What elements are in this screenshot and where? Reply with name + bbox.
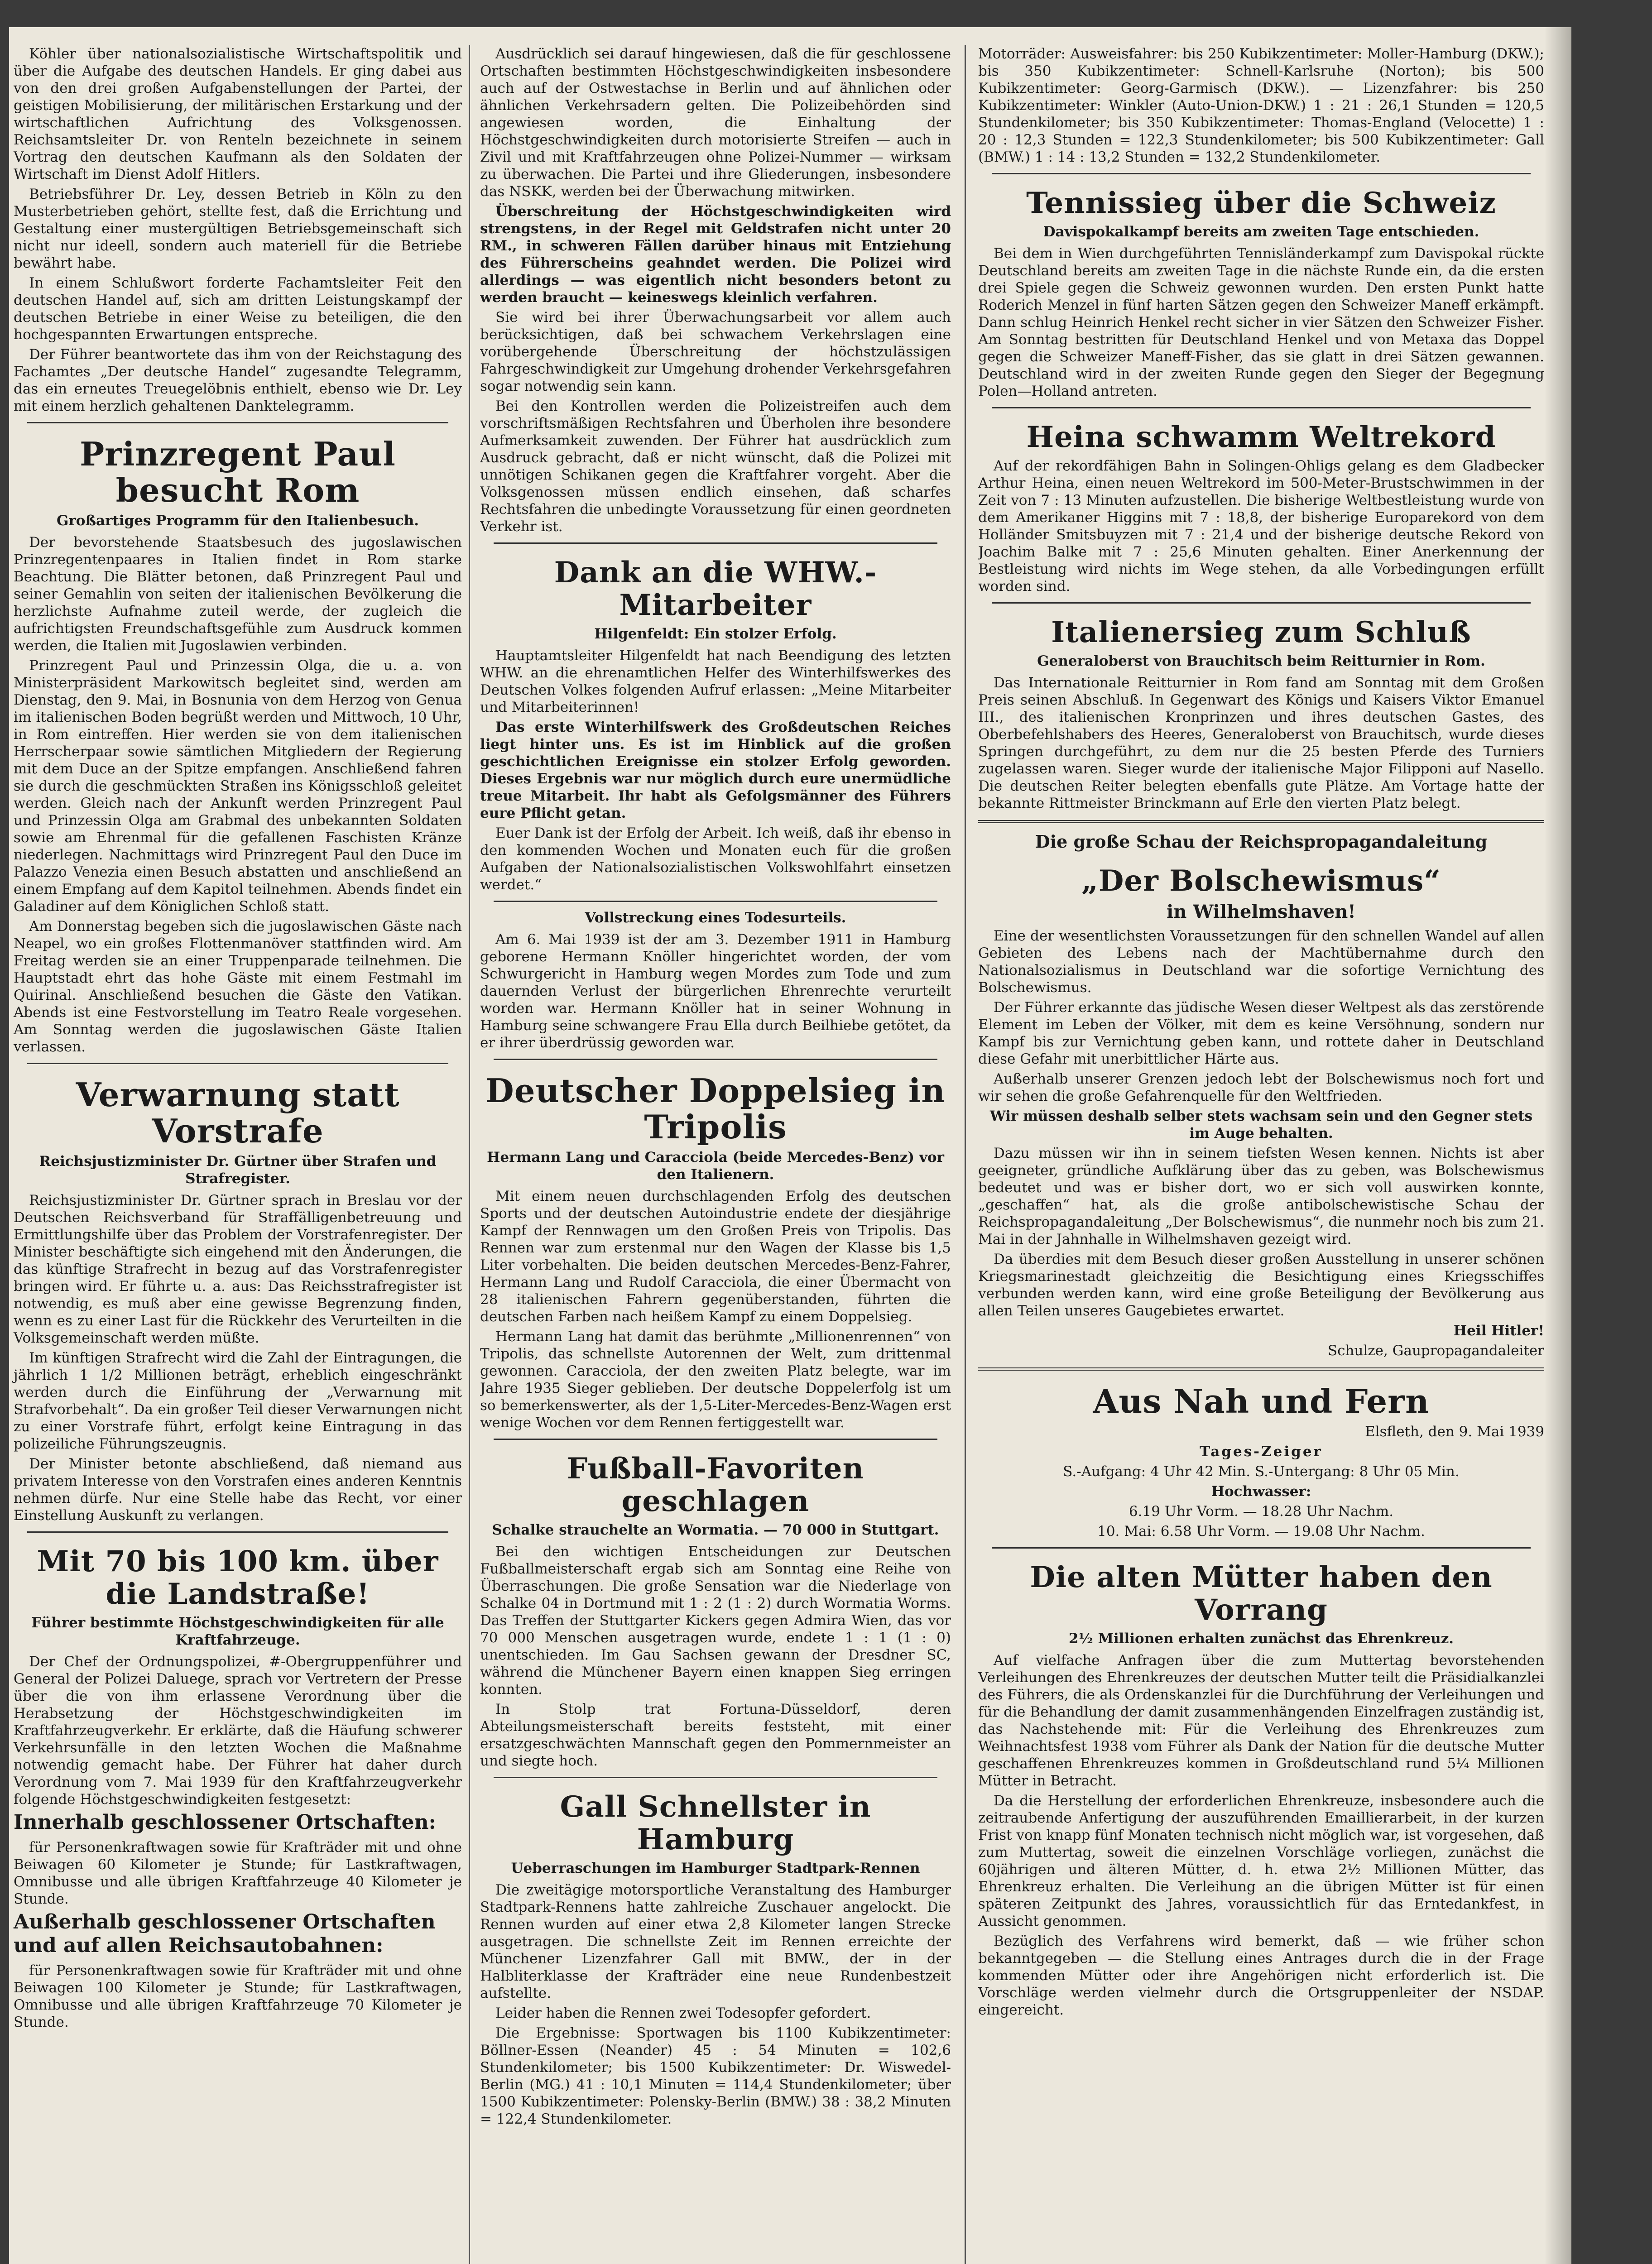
paragraph: In Stolp trat Fortuna-Düsseldorf, deren Abteilungsmeisterschaft bereits feststeht, mit einer ersatzgeschwächten Mannschaft gegen den Pommernmeister an und siegte hoch. — [480, 1701, 951, 1769]
paragraph: Der Minister betonte abschließend, daß niemand aus privatem Interesse von den Vorstrafen eines anderen Kenntnis nehmen dürfe. Nur eine Stelle habe das Recht, vor einer Einstellung Auskunft zu verlangen. — [14, 1456, 462, 1524]
subheadline: 2½ Millionen erhalten zunächst das Ehrenkreuz. — [1068, 1631, 1454, 1647]
headline: Prinzregent Paul besucht Rom — [80, 435, 396, 509]
paragraph: Überschreitung der Höchstgeschwindigkeiten wird strengstens, in der Regel mit Geldstrafen nicht unter 20 RM., in schweren Fällen darüber hinaus mit Entziehung des Führerscheins geahndet werden. Die Polizei wird allerdings — was eigentlich nicht besonders betont zu werden braucht — keineswegs kleinlich verfahren. — [480, 203, 951, 306]
article-bolschewismus — [978, 831, 1544, 1359]
headline: Fußball-Favoriten geschlagen — [567, 1452, 864, 1518]
headline: „Der Bolschewismus“ — [1081, 864, 1441, 898]
signature: Schulze, Gaupropagandaleiter — [1327, 1343, 1544, 1359]
divider — [494, 1777, 937, 1778]
headline: Tennissieg über die Schweiz — [1026, 186, 1496, 220]
column-3 — [978, 45, 1544, 2264]
paragraph: Bei den wichtigen Entscheidungen zur Deutschen Fußballmeisterschaft ergab sich am Sonntag eine Reihe von Überraschungen. Die große Sensation war die Niederlage von Schalke 04 in Dortmund mit 1 : 2 (1 : 2) durch Wormatia Worms. Das Treffen der Stuttgarter Kickers gegen Admira Wien, das vor 70 000 Menschen ausgetragen wurde, endete 1 : 1 (1 : 0) unentschieden. Im Gau Sachsen gewann der Dresdner SC, während die Münchener Bayern einen knappen Sieg erringen konnten. — [480, 1544, 951, 1698]
paragraph: Der bevorstehende Staatsbesuch des jugoslawischen Prinzregentenpaares in Italien findet in Rom starke Beachtung. Die Blätter betonen, daß Prinzregent Paul und seiner Gemahlin von seiten der italienischen Bevölkerung die herzlichste Aufnahme zuteil werde, der zugleich die aufrichtigsten Freundschaftsgefühle zum Ausdruck kommen werden, die Italien mit Jugoslawien verbinden. — [14, 534, 462, 654]
article-tripolis — [480, 1073, 951, 1431]
paragraph: Die zweitägige motorsportliche Veranstaltung des Hamburger Stadtpark-Rennens hatte zahlreiche Zuschauer angelockt. Die Rennen wurden auf einer etwa 2,8 Kilometer langen Strecke ausgetragen. Die schnellste Zeit im Rennen erreichte der Münchener Lizenzfahrer Gall mit BMW., der in der Halbliterklasse der Krafträder eine neue Rundenbestzeit aufstellte. — [480, 1882, 951, 2001]
headline: Verwarnung statt Vorstrafe — [76, 1075, 400, 1150]
column-rule — [965, 45, 966, 2264]
article-tennis — [978, 187, 1544, 400]
col3-intro — [978, 45, 1544, 166]
article-prinzregent — [14, 436, 462, 1055]
dateline: Elsfleth, den 9. Mai 1939 — [1365, 1424, 1544, 1440]
divider — [27, 422, 448, 423]
paragraph: Da die Herstellung der erforderlichen Ehrenkreuze, insbesondere auch die zeitraubende Anfertigung der auszuführenden Emaillierarbeit, in der kurzen Frist von knapp fünf Monaten technisch nicht möglich war, ist vorgesehen, daß zum Muttertag, soweit die einzelnen Vorschläge vorliegen, zunächst die 60jährigen und älteren Mütter, d. h. etwa 2½ Millionen Mütter, das Ehrenkreuz erhalten. Die Verleihung an die übrigen Mütter ist für einen späteren Zeitpunkt des Jahres, voraussichtlich für das Erntedankfest, in Aussicht genommen. — [978, 1793, 1544, 1929]
divider — [494, 901, 937, 902]
headline: Italienersieg zum Schluß — [1051, 615, 1471, 649]
paragraph: Im künftigen Strafrecht wird die Zahl der Eintragungen, die jährlich 1 1/2 Millionen beträgt, erheblich eingeschränkt werden durch die Einführung der „Verwarnung mit Strafvorbehalt“. Da ein großer Teil dieser Verwarnungen nicht zu einer Vorstrafe führt, erfolgt keine Eintragung in das polizeiliche Führungszeugnis. — [14, 1350, 462, 1452]
subheadline: Großartiges Programm für den Italienbesuch. — [56, 513, 419, 529]
paragraph: Köhler über nationalsozialistische Wirtschaftspolitik und über die Aufgabe des deutschen Handels. Er ging dabei aus von den drei großen Aufgabenstellungen der Partei, der geistigen Mobilisierung, der militärischen Erstarkung und der wirtschaftlichen Aufrichtung des Volksgenossen. Reichsamtsleiter Dr. von Renteln bezeichnete in seinem Vortrag den deutschen Kaufmann als den Soldaten der Wirtschaft im Dienst Adolf Hitlers. — [14, 46, 462, 182]
article-verwarnung — [14, 1077, 462, 1524]
sun-times: S.-Aufgang: 4 Uhr 42 Min. S.-Untergang: 8 Uhr 05 Min. — [1063, 1463, 1460, 1480]
subheadline: Reichsjustizminister Dr. Gürtner über Strafen und Strafregister. — [39, 1153, 437, 1187]
paragraph: Dazu müssen wir ihn in seinem tiefsten Wesen kennen. Nichts ist aber geeigneter, gründliche Aufklärung über das zu geben, was Bolschewismus bedeutet und was er bisher dort, wo er sich voll auswirken konnte, „geschaffen“ hat, als die große antibolschewistische Schau der Reichspropagandaleitung „Der Bolschewismus“, die nunmehr noch bis zum 21. Mai in der Jahnhalle in Wilhelmshaven gezeigt wird. — [978, 1145, 1544, 1247]
article-whw — [480, 556, 951, 893]
section-heading: Innerhalb geschlossener Ortschaften: — [14, 1811, 436, 1834]
article-heina — [978, 421, 1544, 595]
divider — [494, 542, 937, 544]
subheadline: Schalke strauchelte an Wormatia. — 70 000 in Stuttgart. — [492, 1522, 939, 1538]
hochwasser-label: Hochwasser: — [1211, 1483, 1311, 1500]
tages-zeiger: Tages-Zeiger — [1200, 1444, 1323, 1460]
divider — [494, 1059, 937, 1060]
article-fussball — [480, 1453, 951, 1770]
paragraph: Sie wird bei ihrer Überwachungsarbeit vor allem auch berücksichtigen, daß bei schwachem Verkehrslagen eine vorübergehende Überschreitung der höchstzulässigen Fahrgeschwindigkeit zur Umgehung drohender Verkehrsgefahren sogar notwendig sein kann. — [480, 309, 951, 394]
page-edge-shadow — [1544, 27, 1571, 2264]
column-2 — [480, 45, 951, 2264]
paragraph: Wir müssen deshalb selber stets wachsam sein und den Gegner stets im Auge behalten. — [989, 1108, 1533, 1142]
paragraph: Das erste Winterhilfswerk des Großdeutschen Reiches liegt hinter uns. Es ist im Hinblick auf die großen geschichtlichen Ereignisse ein stolzer Erfolg geworden. Dieses Ergebnis war nur möglich durch eure unermüdliche treue Mitarbeit. Ihr habt als Gefolgsmänner des Führers eure Pflicht getan. — [480, 719, 951, 821]
divider — [494, 1439, 937, 1440]
paragraph: Auf vielfache Anfragen über die zum Muttertag bevorstehenden Verleihungen des Ehrenkreuzes der deutschen Mutter teilt die Präsidialkanzlei des Führers, die als Ordenskanzlei für die Durchführung der Verleihungen und für die Behandlung der damit zusammenhängenden Einzelfragen zuständig ist, das Nachstehende mit: Für die Verleihung des Ehrenkreuzes zum Weihnachtsfest 1938 vom Führer als Dank der Nation für die deutsche Mutter geschaffenen Ehrenkreuzes kommen in Großdeutschland rund 5¼ Millionen Mütter in Betracht. — [978, 1652, 1544, 1789]
paragraph: Bei den Kontrollen werden die Polizeistreifen auch dem vorschriftsmäßigen Rechtsfahren und Überholen ihre besondere Aufmerksamkeit zuwenden. Der Führer hat ausdrücklich zum Ausdruck gebracht, daß er nicht wünscht, daß die Polizei mit unnötigen Schikanen gegen die Kraftfahrer vorgeht. Aber die Volksgenossen müssen endlich einsehen, daß scharfes Rechtsfahren die unbedingte Voraussetzung für einen geordneten Verkehr ist. — [480, 398, 951, 535]
paragraph: Am 6. Mai 1939 ist der am 3. Dezember 1911 in Hamburg geborene Hermann Knöller hingerichtet worden, der vom Schwurgericht in Hamburg wegen Mordes zum Tode und zum dauernden Verlust der bürgerlichen Ehrenrechte verurteilt worden war. Hermann Knöller hat in seiner Wohnung in Hamburg seine schwangere Frau Ella durch Beilhiebe getötet, da er ihrer überdrüssig geworden war. — [480, 931, 951, 1051]
paragraph: Der Führer erkannte das jüdische Wesen dieser Weltpest als das zerstörende Element im Leben der Völker, mit dem es keine Versöhnung, sondern nur Kampf bis zur Vernichtung geben kann, und rottete daher in Deutschland diese Gefahr mit unerbittlicher Härte aus. — [978, 999, 1544, 1067]
paragraph: Außerhalb unserer Grenzen jedoch lebt der Bolschewismus noch fort und wir sehen die große Gefahrenquelle für den Weltfrieden. — [978, 1071, 1544, 1104]
divider — [978, 820, 1544, 823]
article-muetter — [978, 1561, 1544, 2019]
subheadline: Hermann Lang und Caracciola (beide Mercedes-Benz) vor den Italienern. — [487, 1149, 944, 1183]
subheadline: Generaloberst von Brauchitsch beim Reitturnier in Rom. — [1037, 653, 1485, 669]
divider — [992, 173, 1531, 174]
headline: Deutscher Doppelsieg in Tripolis — [485, 1071, 946, 1146]
paragraph: Der Chef der Ordnungspolizei, #-Obergruppenführer und General der Polizei Daluege, sprach vor Vertretern der Presse über die von ihm erlassene Verordnung über die Herabsetzung der Höchstgeschwindigkeiten im Kraftfahrzeugverkehr. Er erklärte, daß die Häufung schwerer Verkehrsunfälle in den letzten Wochen die Maßnahme notwendig gemacht habe. Der Führer hat daher durch Verordnung vom 7. Mai 1939 für den Kraftfahrzeugverkehr folgende Höchstgeschwindigkeiten festgesetzt: — [14, 1654, 462, 1808]
headline: Die alten Mütter haben den Vorrang — [1030, 1560, 1493, 1627]
paragraph: Am Donnerstag begeben sich die jugoslawischen Gäste nach Neapel, wo ein großes Flottenmanöver stattfinden wird. Am Freitag werden sie an einer Truppenparade teilnehmen. Die Hauptstadt ehrt das hohe Gäste mit einem Festmahl im Quirinal. Anschließend besuchen die Gäste den Vatikan. Abends ist eine Festvorstellung im Teatro Reale vorgesehen. Am Sonntag werden die jugoslawischen Gäste Italien verlassen. — [14, 918, 462, 1055]
newspaper-page — [9, 27, 1571, 2264]
paragraph: Auf der rekordfähigen Bahn in Solingen-Ohligs gelang es dem Gladbecker Arthur Heina, einen neuen Weltrekord im 500-Meter-Brustschwimmen in der Zeit von 7 : 13 Minuten aufzustellen. Die bisherige Weltbestleistung wurde von dem Amerikaner Higgins mit 7 : 18,8, der bisherige Europarekord von dem Holländer Smitsbuyzen mit 7 : 21,4 und der bisherige deutsche Rekord von Joachim Balke mit 7 : 25,6 Minuten gehalten. Einer Anerkennung der Bestleistung wird nichts im Wege stehen, da alle Vorbedingungen erfüllt worden sind. — [978, 458, 1544, 595]
divider — [27, 1531, 448, 1533]
headline: Heina schwamm Weltrekord — [1026, 420, 1496, 454]
subheadline: Davispokalkampf bereits am zweiten Tage entschieden. — [1043, 224, 1479, 240]
divider — [992, 1547, 1531, 1549]
article-todesurteil — [480, 909, 951, 1051]
paragraph: Eine der wesentlichsten Voraussetzungen für den schnellen Wandel auf allen Gebieten des Lebens nach der Machtübernahme durch den Nationalsozialismus in Deutschland war die sofortige Vernichtung des Bolschewismus. — [978, 928, 1544, 996]
headline: Dank an die WHW.-Mitarbeiter — [554, 556, 877, 622]
paragraph: Leider haben die Rennen zwei Todesopfer gefordert. — [495, 2005, 871, 2021]
paragraph: Hermann Lang hat damit das berühmte „Millionenrennen“ von Tripolis, das schnellste Autorennen der Welt, zum drittenmal gewonnen. Caracciola, der den zweiten Platz belegte, war im Jahre 1935 Sieger geblieben. Der deutsche Doppelerfolg ist um so bemerkenswerter, als der 1,5-Liter-Mercedes-Benz-Wagen erst wenige Wochen vor dem Rennen fertiggestellt war. — [480, 1329, 951, 1431]
paragraph: Der Führer beantwortete das ihm von der Reichstagung des Fachamtes „Der deutsche Handel“ zugesandte Telegramm, das ein erneutes Treuegelöbnis enthielt, ebenso wie Dr. Ley mit einem herzlich gehaltenen Danktelegramm. — [14, 346, 462, 414]
article-landstrasse — [14, 1545, 462, 2031]
paragraph: Mit einem neuen durchschlagenden Erfolg des deutschen Sports und der deutschen Autoindustrie endete der diesjährige Kampf der Rennwagen um den Großen Preis von Tripolis. Das Rennen war zum erstenmal nur den Wagen der Klasse bis 1,5 Liter vorbehalten. Die beiden deutschen Mercedes-Benz-Fahrer, Hermann Lang und Rudolf Caracciola, die einer Übermacht von 28 italienischen Fahrern gegenüberstanden, führten die deutschen Farben nach heißem Kampf zu einem Doppelsieg. — [480, 1188, 951, 1325]
divider — [992, 407, 1531, 408]
section-aus-nah-und-fern — [978, 1383, 1544, 1540]
paragraph: Hauptamtsleiter Hilgenfeldt hat nach Beendigung des letzten WHW. an die ehrenamtlichen Helfer des Winterhilfswerkes des Deutschen Volkes folgenden Aufruf erlassen: „Meine Mitarbeiter und Mitarbeiterinnen! — [480, 648, 951, 715]
paragraph: Motorräder: Ausweisfahrer: bis 250 Kubikzentimeter: Moller-Hamburg (DKW.); bis 350 Kubikzentimeter: Schnell-Karlsruhe (Norton); bis 500 Kubikzentimeter: Georg-Garmisch (DKW.). — Lizenzfahrer: bis 250 Kubikzentimeter: Winkler (Auto-Union-DKW.) 1 : 21 : 26,1 Stunden = 120,5 Stundenkilometer; bis 350 Kubikzentimeter: Thomas-England (Velocette) 1 : 20 : 12,3 Stunden = 122,3 Stundenkilometer; bis 500 Kubikzentimeter: Gall (BMW.) 1 : 14 : 13,2 Stunden = 132,2 Stundenkilometer. — [978, 46, 1544, 165]
section-heading: Außerhalb geschlossener Ortschaften und auf allen Reichsautobahnen: — [14, 1910, 436, 1957]
col2-intro — [480, 45, 951, 535]
section-title: Aus Nah und Fern — [1093, 1382, 1430, 1420]
hochwasser-tomorrow: 10. Mai: 6.58 Uhr Vorm. — 19.08 Uhr Nachm. — [1097, 1523, 1425, 1540]
paragraph: Reichsjustizminister Dr. Gürtner sprach in Breslau vor der Deutschen Reichsverband für Straffälligenbetreuung und Ermittlungshilfe über das Problem der Vorstrafenregister. Der Minister beschäftigte sich eingehend mit den Änderungen, die das künftige Strafrecht in bezug auf das Vorstrafenregister bringen wird. Er führte u. a. aus: Das Reichsstrafregister ist notwendig, es muß aber eine gewisse Begrenzung finden, wenn es zu einer Last für die Rückkehr des Verurteilten in die Volksgemeinschaft werden müßte. — [14, 1192, 462, 1346]
paragraph: Das Internationale Reitturnier in Rom fand am Sonntag mit dem Großen Preis seinen Abschluß. In Gegenwart des Königs und Kaisers Viktor Emanuel III., des italienischen Kronprinzen und ihres deutschen Gastes, des Oberbefehlshabers des Heeres, Generaloberst von Brauchitsch, wurde dieses Springen durchgeführt, zu dem nur die 25 besten Pferde des Turniers zugelassen waren. Sieger wurde der italienische Major Filipponi auf Nasello. Die deutschen Reiter belegten ebenfalls gute Plätze. Am Vortage hatte der bekannte Rittmeister Brinckmann auf Erle den vierten Platz belegt. — [978, 675, 1544, 811]
paragraph: Euer Dank ist der Erfolg der Arbeit. Ich weiß, daß ihr ebenso in den kommenden Wochen und Monaten euch für die großen Aufgaben der Nationalsozialistischen Volkswohlfahrt einsetzen werdet.“ — [480, 825, 951, 893]
article-gall — [480, 1791, 951, 2128]
col1-intro — [14, 45, 462, 415]
paragraph: Betriebsführer Dr. Ley, dessen Betrieb in Köln zu den Musterbetrieben gehört, stellte fest, daß die Errichtung und Gestaltung einer mustergültigen Betriebsgemeinschaft sich nicht nur ideell, sondern auch materiell für die Betriebe bewährt habe. — [14, 186, 462, 271]
paragraph: Prinzregent Paul und Prinzessin Olga, die u. a. von Ministerpräsident Markowitsch begleitet sind, werden am Dienstag, den 9. Mai, in Bosnunia von dem Herzog von Genua im italienischen Boden begrüßt werden und Mittwoch, 10 Uhr, in Rom eintreffen. Hier werden sie von dem italienischen Herrscherpaar sowie sämtlichen Mitgliedern der Regierung mit dem Duce an der Spitze empfangen. Anschließend fahren sie durch die geschmückten Straßen ins Königsschloß geleitet werden. Gleich nach der Ankunft werden Prinzregent Paul und Prinzessin Olga am Grabmal des unbekannten Soldaten sowie am Ehrenmal für die gefallenen Faschisten Kränze niederlegen. Nachmittags wird Prinzregent Paul den Duce im Palazzo Venezia einen Besuch abstatten und anschließend an einem Empfang auf dem Kapitol teilnehmen. Abends findet ein Galadiner auf dem Königlichen Schloß statt. — [14, 657, 462, 915]
column-1 — [9, 45, 462, 2264]
hochwasser-today: 6.19 Uhr Vorm. — 18.28 Uhr Nachm. — [1129, 1503, 1394, 1520]
greeting: Heil Hitler! — [1453, 1323, 1544, 1339]
divider — [27, 1063, 448, 1064]
column-rule — [469, 45, 470, 2264]
headline: Gall Schnellster in Hamburg — [560, 1790, 871, 1856]
paragraph: Die Ergebnisse: Sportwagen bis 1100 Kubikzentimeter: Böllner-Essen (Neander) 45 : 54 Minuten = 102,6 Stundenkilometer; bis 1500 Kubikzentimeter: Dr. Wiswedel-Berlin (MG.) 41 : 10,1 Minuten = 114,4 Stundenkilometer; über 1500 Kubikzentimeter: Polensky-Berlin (BMW.) 38 : 38,2 Minuten = 122,4 Stundenkilometer. — [480, 2025, 951, 2127]
subheadline: Hilgenfeldt: Ein stolzer Erfolg. — [594, 626, 837, 642]
headline: Mit 70 bis 100 km. über die Landstraße! — [37, 1545, 439, 1611]
paragraph: Da überdies mit dem Besuch dieser großen Ausstellung in unserer schönen Kriegsmarinestadt gleichzeitig die Besichtigung eines Kriegsschiffes verbunden werden kann, wird eine große Beteiligung der Bevölkerung aus allen Teilen unseres Gaugebietes erwartet. — [978, 1251, 1544, 1319]
divider — [978, 1367, 1544, 1371]
paragraph: für Personenkraftwagen sowie für Krafträder mit und ohne Beiwagen 100 Kilometer je Stunde; für Lastkraftwagen, Omnibusse und alle übrigen Kraftfahrzeuge 70 Kilometer je Stunde. — [14, 1962, 462, 2030]
paragraph: Ausdrücklich sei darauf hingewiesen, daß die für geschlossene Ortschaften bestimmten Höchstgeschwindigkeiten insbesondere auch auf der Ostwestachse in Berlin und auf ähnlichen oder ähnlichen Verkehrsadern gelten. Die Polizeibehörden sind angewiesen worden, die Einhaltung der Höchstgeschwindigkeiten durch motorisierte Streifen — auch in Zivil und mit Kraftfahrzeugen ohne Polizei-Nummer — wirksam zu überwachen. Die Partei und ihre Gliederungen, insbesondere das NSKK, werden bei der Überwachung mitwirken. — [480, 46, 951, 200]
paragraph: Bei dem in Wien durchgeführten Tennisländerkampf zum Davispokal rückte Deutschland bereits am zweiten Tage in die nächste Runde ein, da die ersten drei Spiele gegen die Schweiz gewonnen wurden. Den ersten Punkt hatte Roderich Menzel in fünf harten Sätzen gegen den Schweizer Maneff erkämpft. Dann schlug Heinrich Henkel recht sicher in vier Sätzen den Schweizer Fisher. Am Sonntag bestritten für Deutschland Henkel und von Metaxa das Doppel gegen die Schweizer Maneff-Fisher, das sie glatt in drei Sätzen gewannen. Deutschland wird in der zweiten Runde gegen den Sieger der Begegnung Polen—Holland antreten. — [978, 245, 1544, 399]
paragraph: für Personenkraftwagen sowie für Krafträder mit und ohne Beiwagen 60 Kilometer je Stunde; für Lastkraftwagen, Omnibusse und alle übrigen Kraftfahrzeuge 40 Kilometer je Stunde. — [14, 1839, 462, 1907]
divider — [992, 602, 1531, 604]
pre-headline: Die große Schau der Reichspropagandaleitung — [1035, 831, 1488, 852]
article-reitturnier — [978, 616, 1544, 812]
paragraph: In einem Schlußwort forderte Fachamtsleiter Feit den deutschen Handel auf, sich am dritten Leistungskampf der deutschen Betriebe in einer Weise zu beteiligen, die den hochgespannten Erwartungen entspreche. — [14, 275, 462, 343]
subheadline: Führer bestimmte Höchstgeschwindigkeiten für alle Kraftfahrzeuge. — [31, 1615, 444, 1648]
subheadline: Ueberraschungen im Hamburger Stadtpark-Rennen — [511, 1860, 920, 1876]
subheadline: in Wilhelmshaven! — [1167, 901, 1356, 922]
paragraph: Bezüglich des Verfahrens wird bemerkt, daß — wie früher schon bekanntgegeben — die Stellung eines Antrages durch die in der Frage kommenden Mütter oder ihre Angehörigen nicht erforderlich ist. Die Vorschläge werden vielmehr durch die Ortsgruppenleiter der NSDAP. eingereicht. — [978, 1933, 1544, 2018]
headline: Vollstreckung eines Todesurteils. — [585, 910, 846, 926]
